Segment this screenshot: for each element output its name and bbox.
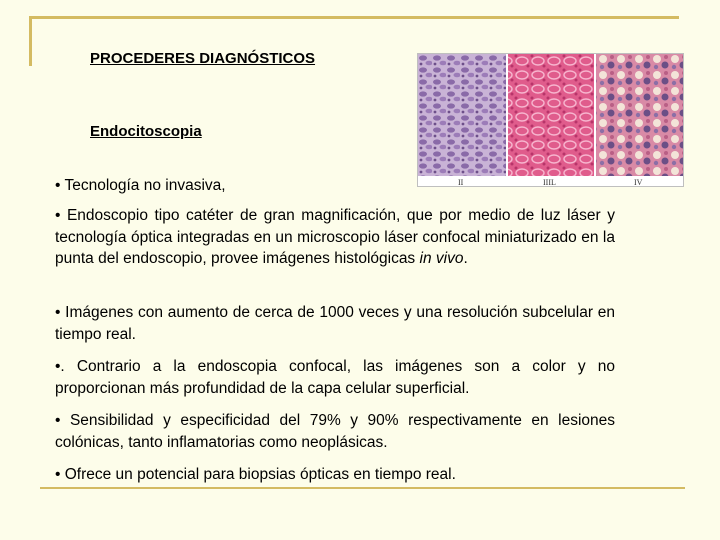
image-label-ii: II [458,178,464,186]
image-iv [596,54,683,176]
in-vivo-text: in vivo [419,250,464,267]
bullet-sensitivity: • Sensibilidad y especificidad del 79% y 90% respectivamente en lesiones colónicas, tanto inflamatorias como neoplásicas. [55,412,615,451]
bullet-optical-biopsy: • Ofrece un potencial para biopsias ópticas en tiempo real. [55,466,456,483]
image-label-iv: IV [634,178,643,186]
image-ii [418,54,506,176]
bullet-color-images: •. Contrario a la endoscopia confocal, las imágenes son a color y no proporcionan más profundidad de la capa celular superficial. [55,358,615,397]
histology-images [418,54,683,186]
slide-subtitle: Endocitoscopia [90,123,202,140]
endocytoscopy-image-panel [417,53,684,187]
bullet-magnification: • Imágenes con aumento de cerca de 1000 veces y una resolución subcelular en tiempo real. [55,304,615,343]
bottom-rule [40,487,685,489]
image-label-iii: IIIL [543,178,556,186]
image-iii [508,54,594,176]
bullet-noninvasive: • Tecnología no invasiva, [55,177,226,194]
slide-title: PROCEDERES DIAGNÓSTICOS [90,50,316,67]
left-rule [29,16,32,66]
top-rule [29,16,679,19]
bullet-endoscope: • Endoscopio tipo catéter de gran magnificación, que por medio de luz láser y tecnología óptica integradas en un microscopio láser confocal miniaturizado en la punta del endoscopio, provee imágenes histológicas in vivo. [55,207,615,267]
